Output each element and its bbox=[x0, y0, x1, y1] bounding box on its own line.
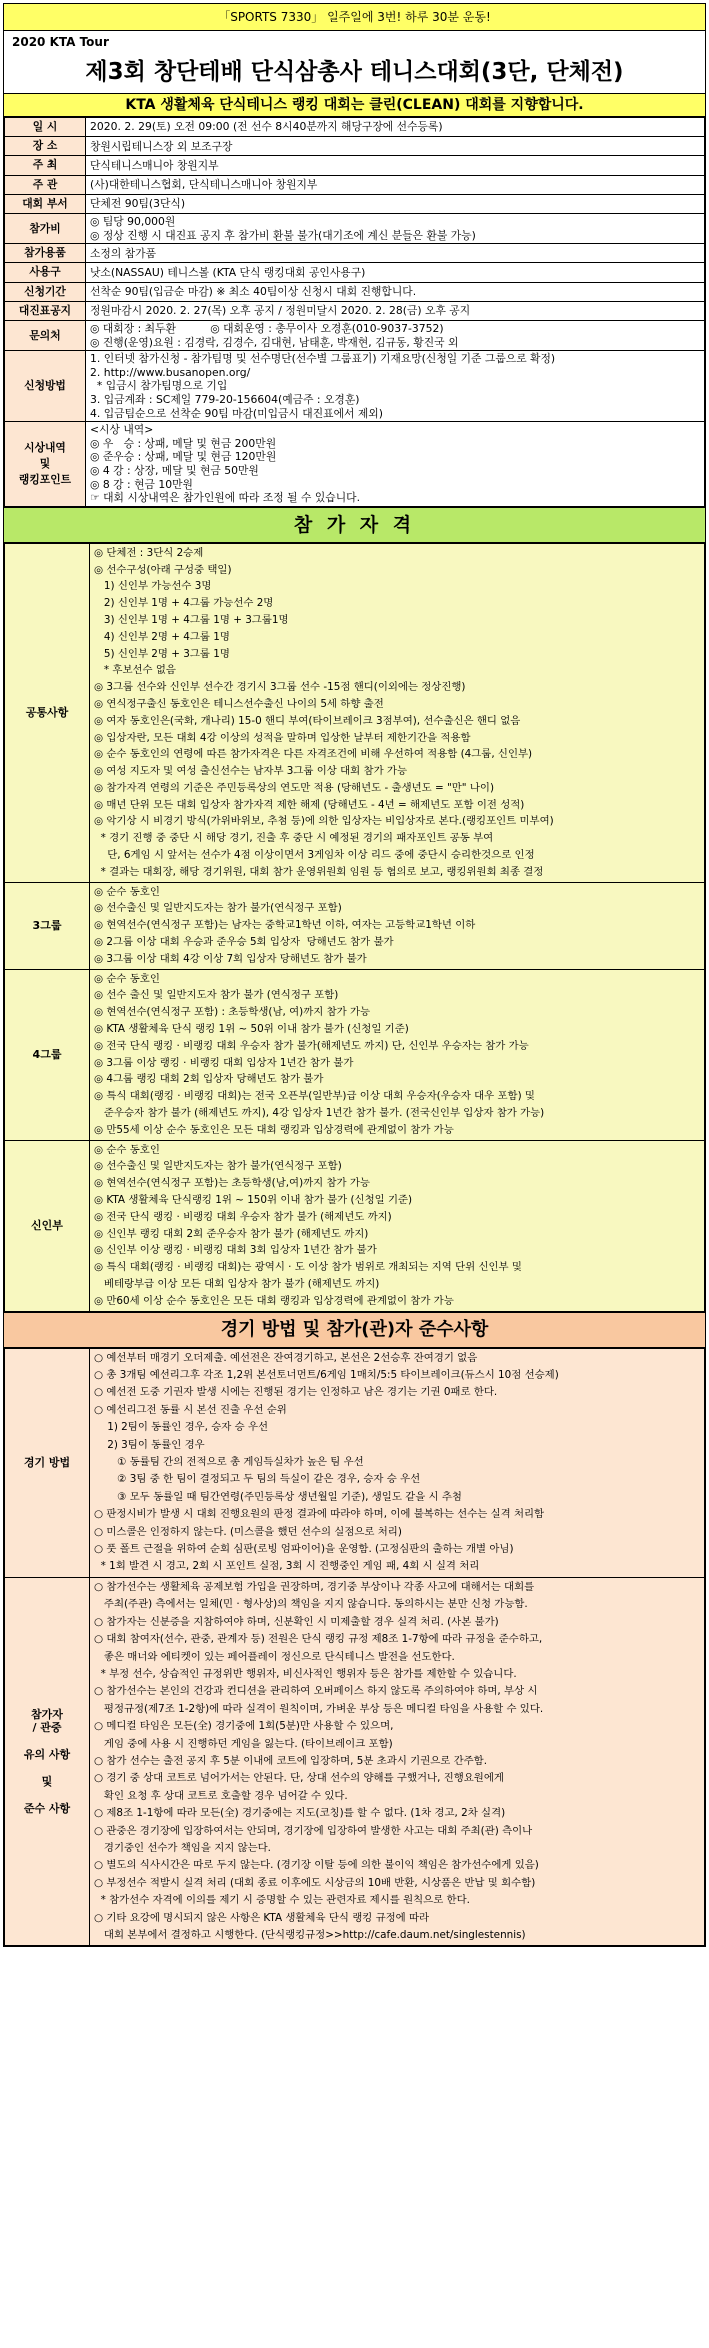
qual-line: ◎ 연식정구출신 동호인은 테니스선수출신 나이의 5세 하향 출전 bbox=[94, 697, 384, 710]
rules-line: * 참가선수 자격에 이의를 제기 시 증명할 수 있는 관련자료 제시를 원칙으로 한다. bbox=[94, 1894, 470, 1907]
info-label: 신청방법 bbox=[5, 351, 86, 422]
qual-line: ◎ 선수출신 및 일반지도자는 참가 불가(연식정구 포함) bbox=[94, 902, 342, 915]
qual-line: 2) 신인부 1명 + 4그룹 가능선수 2명 bbox=[94, 597, 274, 610]
qual-line: 1) 신인부 가능선수 3명 bbox=[94, 580, 212, 593]
info-line: 소정의 참가품 bbox=[90, 246, 157, 260]
qual-line: * 후보선수 없음 bbox=[94, 664, 176, 677]
qual-line: ◎ 여성 지도자 및 여성 출신선수는 남자부 3그룹 이상 대회 참가 가능 bbox=[94, 765, 407, 778]
qual-line: ◎ 악기상 시 비경기 방식(가위바위보, 추첨 등)에 의한 입상자는 비입상자로 본다.(랭킹포인트 미부여) bbox=[94, 815, 554, 828]
info-value bbox=[86, 214, 705, 244]
info-row bbox=[5, 422, 705, 507]
info-line: 창원시립테니스장 외 보조구장 bbox=[90, 139, 233, 153]
qual-line: ◎ 특식 대회(랭킹 · 비랭킹 대회)는 전국 오픈부(일반부)급 이상 대회 우승자(우승자 대우 포함) 및 bbox=[94, 1090, 535, 1103]
info-line: ◎ 4 강 : 상장, 메달 및 현금 50만원 bbox=[90, 463, 259, 477]
info-line: ◎ 진행(운영)요원 : 김경락, 김경수, 김대현, 남태훈, 박재현, 김규동, 황진국 외 bbox=[90, 335, 459, 349]
qual-line: ◎ 순수 동호인 bbox=[94, 885, 160, 898]
qual-line: ◎ 전국 단식 랭킹 · 비랭킹 대회 우승자 참가 불가(해제년도 까지) 단, 신인부 우승자는 참가 가능 bbox=[94, 1039, 529, 1052]
info-row bbox=[5, 301, 705, 320]
qual-label: 4그룹 bbox=[5, 969, 90, 1140]
info-line: 2. http://www.busanopen.org/ bbox=[90, 365, 251, 379]
info-label: 사용구 bbox=[5, 263, 86, 282]
info-line: ◎ 팀당 90,000원 bbox=[90, 215, 176, 229]
qual-value bbox=[90, 882, 705, 969]
qual-value bbox=[90, 543, 705, 882]
info-value bbox=[86, 175, 705, 194]
rules-row bbox=[5, 1577, 705, 1946]
info-value bbox=[86, 263, 705, 282]
rules-line: ○ 총 3개팀 예선리그후 각조 1,2위 본선토너먼트/6게임 1매치/5:5 타이브레이크(듀스시 10점 선승제) bbox=[94, 1369, 559, 1381]
rules-row bbox=[5, 1348, 705, 1577]
rules-line: ○ 미스콜은 인정하지 않는다. (미스콜을 했던 선수의 실점으로 처리) bbox=[94, 1525, 402, 1538]
qual-line: ◎ 현역선수(연식정구 포함)는 초등학생(남,여)까지 참가 가능 bbox=[94, 1177, 370, 1190]
info-label: 참가용품 bbox=[5, 244, 86, 263]
info-line: 정원마감시 2020. 2. 27(목) 오후 공지 / 정원미달시 2020. 2. 28(금) 오후 공지 bbox=[90, 304, 471, 318]
rules-value bbox=[90, 1348, 705, 1577]
qual-row bbox=[5, 969, 705, 1140]
qual-line: ◎ 신인부 이상 랭킹 · 비랭킹 대회 3회 입상자 1년간 참가 불가 bbox=[94, 1244, 377, 1257]
qual-row bbox=[5, 882, 705, 969]
qualification-header: 참 가 자 격 bbox=[4, 507, 705, 543]
info-table bbox=[4, 117, 705, 507]
rules-table bbox=[4, 1348, 705, 1947]
rules-line: 확인 요청 후 상대 코트로 호출할 경우 넘어갈 수 있다. bbox=[94, 1789, 348, 1802]
rules-line: * 1회 발견 시 경고, 2회 시 포인트 실점, 3회 시 진행중인 게임 패, 4회 시 실격 처리 bbox=[94, 1560, 480, 1573]
qual-row bbox=[5, 543, 705, 882]
rules-line: ○ 참가선수는 본인의 건강과 컨디션을 관리하여 오버페이스 하지 않도록 주의하여야 하며, 부상 시 bbox=[94, 1685, 538, 1698]
rules-line: ○ 참가 선수는 출전 공지 후 5분 이내에 코트에 입장하며, 5분 초과시 기권으로 간주함. bbox=[94, 1754, 488, 1767]
info-row bbox=[5, 351, 705, 422]
info-value bbox=[86, 301, 705, 320]
info-line: 3. 입금계좌 : SC제일 779-20-156604(예금주 : 오경훈) bbox=[90, 392, 360, 406]
qual-line: ◎ 특식 대회(랭킹 · 비랭킹 대회)는 광역시 · 도 이상 참가 범위로 개최되는 지역 단위 신인부 및 bbox=[94, 1261, 522, 1274]
tour-label: 2020 KTA Tour bbox=[12, 35, 109, 49]
info-row bbox=[5, 214, 705, 244]
info-label: 대회 부서 bbox=[5, 194, 86, 213]
info-label: 참가비 bbox=[5, 214, 86, 244]
info-line: 단식테니스매니아 창원지부 bbox=[90, 158, 219, 172]
info-row bbox=[5, 244, 705, 263]
rules-line: 평정규정(제7조 1-2항)에 따라 실격이 원칙이며, 가벼운 부상 등은 메디컬 타임을 사용할 수 있다. bbox=[94, 1702, 544, 1715]
rules-label: 참가자 / 관중 유의 사항 및 준수 사항 bbox=[5, 1577, 90, 1946]
info-value bbox=[86, 321, 705, 351]
qual-line: ◎ 여자 동호인은(국화, 개나리) 15-0 핸디 부여(타이브레이크 3점부여), 선수출신은 핸디 없음 bbox=[94, 714, 521, 727]
qual-label: 신인부 bbox=[5, 1140, 90, 1311]
qual-line: ◎ 3그룹 이상 랭킹 · 비랭킹 대회 입상자 1년간 참가 불가 bbox=[94, 1056, 354, 1069]
tournament-poster bbox=[3, 3, 706, 1947]
rules-line: 대회 본부에서 결정하고 시행한다. (단식랭킹규정>>http://cafe.daum.net/singlestennis) bbox=[94, 1929, 526, 1941]
rules-line: ○ 예선부터 매경기 오더제출. 예선전은 잔여경기하고, 본선은 2선승후 잔여경기 없음 bbox=[94, 1351, 478, 1364]
rules-value bbox=[90, 1577, 705, 1946]
qual-line: ◎ 매년 단위 모든 대회 입상자 참가자격 제한 해제 (당해년도 - 4년 = 해제년도 포함 이전 성적) bbox=[94, 798, 525, 811]
info-line: ◎ 준우승 : 상패, 메달 및 현금 120만원 bbox=[90, 450, 277, 464]
rules-line: ○ 대회 참여자(선수, 관중, 관계자 등) 전원은 단식 랭킹 규정 제8조 1-7항에 따라 규정을 준수하고, bbox=[94, 1633, 543, 1646]
info-value bbox=[86, 156, 705, 175]
qual-line: ◎ 만60세 이상 순수 동호인은 모든 대회 랭킹과 입상경력에 관계없이 참가 가능 bbox=[94, 1294, 454, 1307]
info-label: 문의처 bbox=[5, 321, 86, 351]
rules-line: ○ 경기 중 상대 코트로 넘어가서는 안된다. 단, 상대 선수의 양해를 구했거나, 진행요원에게 bbox=[94, 1772, 504, 1785]
info-line: 2020. 2. 29(토) 오전 09:00 (전 선수 8시40분까지 해당구장에 선수등록) bbox=[90, 120, 443, 134]
rules-line: ○ 예선리그전 동률 시 본선 진출 우선 순위 bbox=[94, 1403, 287, 1416]
info-line: 낫소(NASSAU) 테니스볼 (KTA 단식 랭킹대회 공인사용구) bbox=[90, 265, 366, 279]
rules-line: 2) 3팀이 동률인 경우 bbox=[94, 1438, 205, 1451]
info-line: 1. 인터넷 참가신청 - 참가팀명 및 선수명단(선수별 그룹표기) 기재요망(신청일 기준 그룹으로 확정) bbox=[90, 352, 556, 366]
info-line: 선착순 90팀(입금순 마감) ※ 최소 40팀이상 신청시 대회 진행합니다. bbox=[90, 284, 417, 298]
rules-line: * 부정 선수, 상습적인 규정위반 행위자, 비신사적인 행위자 등은 참가를 제한할 수 있습니다. bbox=[94, 1667, 517, 1680]
rules-line: ○ 관중은 경기장에 입장하여서는 안되며, 경기장에 입장하여 발생한 사고는 대회 주최(관) 측이나 bbox=[94, 1824, 533, 1837]
rules-line: 주최(주관) 측에서는 일체(민 · 형사상)의 책임을 지지 않습니다. 동의하시는 분만 신청 가능함. bbox=[94, 1598, 528, 1611]
rules-line: ○ 제8조 1-1항에 따라 모든(全) 경기중에는 지도(코칭)를 할 수 없다. (1차 경고, 2차 실격) bbox=[94, 1807, 506, 1820]
rules-line: ② 3팀 중 한 팀이 결정되고 두 팀의 득실이 같은 경우, 승자 승 우선 bbox=[94, 1473, 421, 1486]
rules-line: ○ 참가자는 신분증을 지참하여야 하며, 신분확인 시 미제출할 경우 실격 처리. (사본 불가) bbox=[94, 1615, 499, 1628]
info-value bbox=[86, 244, 705, 263]
qual-label: 공통사항 bbox=[5, 543, 90, 882]
info-row bbox=[5, 282, 705, 301]
qual-line: 4) 신인부 2명 + 4그룹 1명 bbox=[94, 630, 230, 643]
qual-line: ◎ 순수 동호인의 연령에 따른 참가자격은 다른 자격조건에 비해 우선하여 적용함 (4그룹, 신인부) bbox=[94, 748, 533, 761]
qual-line: 단, 6게임 시 앞서는 선수가 4점 이상이면서 3게임차 이상 리드 중에 중단시 승리한것으로 인정 bbox=[94, 849, 535, 862]
qual-line: 베테랑부급 이상 모든 대회 입상자 참가 불가 (해제년도 까지) bbox=[94, 1278, 380, 1290]
info-row bbox=[5, 118, 705, 137]
qual-line: ◎ 전국 단식 랭킹 · 비랭킹 대회 우승자 참가 불가 (해제년도 까지) bbox=[94, 1210, 392, 1223]
qual-line: ◎ 4그룹 랭킹 대회 2회 입상자 당해년도 참가 불가 bbox=[94, 1073, 324, 1086]
info-line: 4. 입금팀순으로 선착순 90팀 마감(미입금시 대진표에서 제외) bbox=[90, 406, 383, 420]
info-line: ☞ 대회 시상내역은 참가인원에 따라 조정 될 수 있습니다. bbox=[90, 491, 361, 505]
rules-line: 좋은 매너와 에티켓이 있는 페어플레이 정신으로 단식테니스 발전을 선도한다. bbox=[94, 1650, 455, 1663]
info-line: ◎ 정상 진행 시 대진표 공지 후 참가비 환불 불가(대기조에 계신 분들은 환불 가능) bbox=[90, 228, 476, 242]
qual-line: ◎ 선수구성(아래 구성중 택일) bbox=[94, 563, 232, 576]
qualification-table bbox=[4, 543, 705, 1312]
qual-label: 3그룹 bbox=[5, 882, 90, 969]
info-label: 주 최 bbox=[5, 156, 86, 175]
qual-line: ◎ 참가자격 연령의 기준은 주민등록상의 연도만 적용 (당해년도 - 출생년도 = "만" 나이) bbox=[94, 781, 495, 794]
slogan-banner: 「SPORTS 7330」 일주일에 3번! 하루 30분 운동! bbox=[4, 4, 705, 31]
qual-line: ◎ 2그룹 이상 대회 우승과 준우승 5회 입상자 당해년도 참가 불가 bbox=[94, 936, 394, 949]
info-label: 대진표공지 bbox=[5, 301, 86, 320]
rules-line: 경기중인 선수가 책임을 지지 않는다. bbox=[94, 1841, 271, 1854]
qual-line: ◎ KTA 생활체육 단식 랭킹 1위 ~ 50위 이내 참가 불가 (신청일 기준) bbox=[94, 1023, 409, 1036]
info-label: 일 시 bbox=[5, 118, 86, 137]
page-title: 제3회 창단테배 단식삼총사 테니스대회(3단, 단체전) bbox=[85, 59, 624, 85]
info-value bbox=[86, 137, 705, 156]
info-line: 단체전 90팀(3단식) bbox=[90, 197, 186, 211]
qual-line: ◎ 현역선수(연식정구 포함) : 초등학생(남, 여)까지 참가 가능 bbox=[94, 1006, 371, 1019]
info-label: 장 소 bbox=[5, 137, 86, 156]
info-row bbox=[5, 194, 705, 213]
rules-line: ○ 참가선수는 생활체육 공제보험 가입을 권장하며, 경기중 부상이나 각종 사고에 대해서는 대회를 bbox=[94, 1580, 535, 1593]
qual-line: 준우승자 참가 불가 (해제년도 까지), 4강 입상자 1년간 참가 불가. (전국신인부 입상자 참가 가능) bbox=[94, 1107, 545, 1120]
info-line: <시상 내역> bbox=[90, 423, 154, 437]
rules-line: ○ 부정선수 적발시 실격 처리 (대회 종료 이후에도 시상금의 10배 반환, 시상품은 반납 및 회수함) bbox=[94, 1876, 536, 1889]
info-label: 시상내역 및 랭킹포인트 bbox=[5, 422, 86, 507]
qual-line: ◎ 신인부 랭킹 대회 2회 준우승자 참가 불가 (해제년도 까지) bbox=[94, 1227, 369, 1240]
qual-line: ◎ 선수출신 및 일반지도자는 참가 불가(연식정구 포함) bbox=[94, 1160, 342, 1173]
info-line: ◎ 8 강 : 현금 10만원 bbox=[90, 477, 193, 491]
info-row bbox=[5, 156, 705, 175]
qual-line: * 결과는 대회장, 해당 경기위원, 대회 참가 운영위원회 임원 등 협의로 보고, 랭킹위원회 최종 결정 bbox=[94, 865, 544, 878]
rules-line: ③ 모두 동률일 때 팀간연령(주민등록상 생년월일 기준), 생일도 같을 시 추첨 bbox=[94, 1490, 462, 1503]
info-line: ◎ 대회장 : 최두환 ◎ 대회운영 : 총무이사 오경훈(010-9037-3752) bbox=[90, 322, 444, 336]
rules-line: ○ 풋 폴트 근절을 위하여 순회 심판(로빙 엄파이어)을 운영함. (고정심판의 출하는 개별 아님) bbox=[94, 1543, 514, 1556]
qual-line: ◎ 3그룹 이상 대회 4강 이상 7회 입상자 당해년도 참가 불가 bbox=[94, 952, 367, 965]
info-value bbox=[86, 351, 705, 422]
info-value bbox=[86, 282, 705, 301]
info-line: (사)대한테니스협회, 단식테니스매니아 창원지부 bbox=[90, 177, 318, 191]
qual-line: ◎ KTA 생활체육 단식랭킹 1위 ~ 150위 이내 참가 불가 (신청일 기준) bbox=[94, 1194, 413, 1207]
rules-line: ○ 판정시비가 발생 시 대회 진행요원의 판정 결과에 따라야 하며, 이에 불복하는 선수는 실격 처리함 bbox=[94, 1508, 545, 1521]
qual-line: ◎ 입상자란, 모든 대회 4강 이상의 성적을 말하며 입상한 날부터 제한기간을 적용함 bbox=[94, 731, 471, 744]
rules-line: ① 동률팀 간의 전적으로 총 게임득실차가 높은 팀 우선 bbox=[94, 1456, 364, 1469]
rules-header: 경기 방법 및 참가(관)자 준수사항 bbox=[4, 1312, 705, 1348]
qual-value bbox=[90, 1140, 705, 1311]
info-value bbox=[86, 422, 705, 507]
rules-line: ○ 예선전 도중 기권자 발생 시에는 진행된 경기는 인정하고 남은 경기는 기권 0패로 한다. bbox=[94, 1386, 498, 1399]
qual-line: ◎ 선수 출신 및 일반지도자 참가 불가 (연식정구 포함) bbox=[94, 989, 339, 1002]
qual-line: * 경기 진행 중 중단 시 해당 경기, 진출 후 중단 시 예정된 경기의 패자포인트 공동 부여 bbox=[94, 832, 494, 845]
info-row bbox=[5, 137, 705, 156]
info-label: 신청기간 bbox=[5, 282, 86, 301]
qual-line: 5) 신인부 2명 + 3그룹 1명 bbox=[94, 647, 230, 660]
rules-line: ○ 기타 요강에 명시되지 않은 사항은 KTA 생활체육 단식 랭킹 규정에 따라 bbox=[94, 1911, 430, 1924]
qual-line: ◎ 현역선수(연식정구 포함)는 남자는 중학교1학년 이하, 여자는 고등학교1학년 이하 bbox=[94, 919, 476, 932]
qual-value bbox=[90, 969, 705, 1140]
rules-line: ○ 메디컬 타임은 모든(全) 경기중에 1회(5분)만 사용할 수 있으며, bbox=[94, 1720, 394, 1733]
info-row bbox=[5, 263, 705, 282]
info-line: ◎ 우 승 : 상패, 메달 및 현금 200만원 bbox=[90, 436, 277, 450]
rules-label: 경기 방법 bbox=[5, 1348, 90, 1577]
qual-row bbox=[5, 1140, 705, 1311]
info-label: 주 관 bbox=[5, 175, 86, 194]
qual-line: ◎ 순수 동호인 bbox=[94, 1143, 160, 1156]
info-row bbox=[5, 321, 705, 351]
qual-line: ◎ 만55세 이상 순수 동호인은 모든 대회 랭킹과 입상경력에 관계없이 참가 가능 bbox=[94, 1123, 454, 1136]
rules-line: 1) 2팀이 동률인 경우, 승자 승 우선 bbox=[94, 1421, 269, 1434]
info-value bbox=[86, 194, 705, 213]
info-value bbox=[86, 118, 705, 137]
info-row bbox=[5, 175, 705, 194]
qual-line: 3) 신인부 1명 + 4그룹 1명 + 3그룹1명 bbox=[94, 613, 289, 626]
qual-line: ◎ 3그룹 선수와 신인부 선수간 경기시 3그룹 선수 -15점 핸디(이외에는 정상진행) bbox=[94, 681, 466, 694]
rules-line: ○ 별도의 식사시간은 따로 두지 않는다. (경기장 이탈 등에 의한 불이익 책임은 참가선수에게 있음) bbox=[94, 1859, 539, 1872]
qual-line: ◎ 순수 동호인 bbox=[94, 972, 160, 985]
rules-line: 게임 중에 사용 시 진행하던 게임을 잃는다. (타이브레이크 포함) bbox=[94, 1737, 393, 1750]
clean-tournament-subtitle: KTA 생활체육 단식테니스 랭킹 대회는 클린(CLEAN) 대회를 지향합니다. bbox=[4, 93, 705, 117]
info-line: * 입금시 참가팀명으로 기입 bbox=[90, 379, 228, 393]
qual-line: ◎ 단체전 : 3단식 2승제 bbox=[94, 546, 204, 559]
